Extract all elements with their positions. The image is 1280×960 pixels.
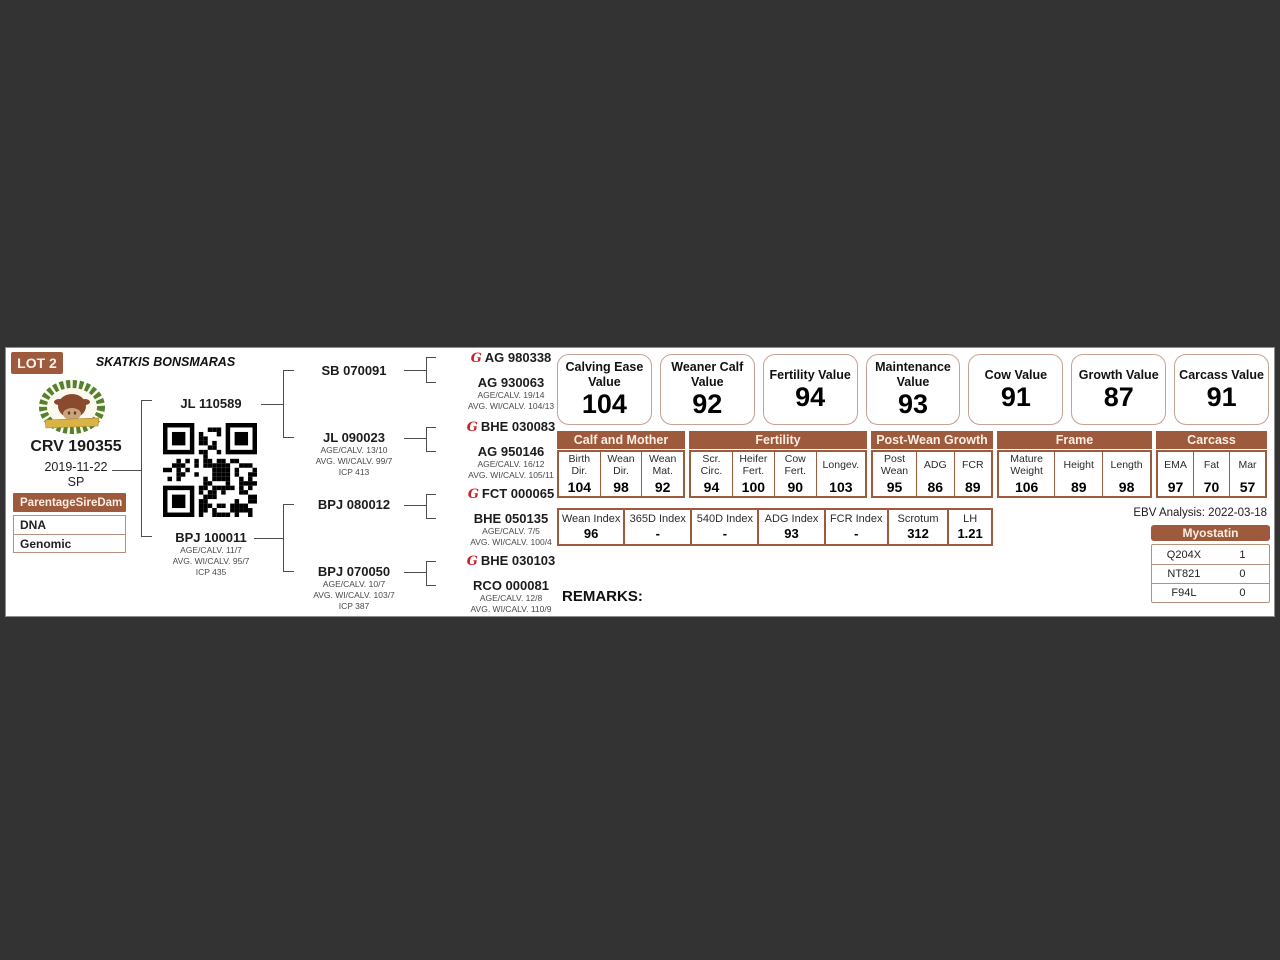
index-cell-wean: Wean Index 96 bbox=[561, 513, 621, 541]
parentage-row-dna: DNA bbox=[20, 518, 46, 532]
parentage-header-col: Dam bbox=[97, 496, 123, 509]
pedigree-node: BPJ 070050 AGE/CALV. 10/7 AVG. WI/CALV. 103/7 ICP 387 bbox=[313, 564, 395, 611]
pedigree-line bbox=[261, 404, 283, 405]
remarks-label: REMARKS: bbox=[562, 588, 643, 605]
catalog-card bbox=[5, 347, 1275, 617]
myostatin-header: Myostatin bbox=[1151, 525, 1270, 541]
index-table bbox=[557, 508, 993, 546]
ebv-section-calf-and-mother: Calf and Mother Birth Dir. 104 Wean Dir. 98 Wean Mat. 92 bbox=[557, 431, 685, 498]
pedigree-node: G BHE 030103 bbox=[466, 553, 556, 569]
pedigree-line bbox=[404, 572, 426, 573]
genotyped-icon: G bbox=[466, 554, 478, 569]
pedigree-node: AG 950146 AGE/CALV. 16/12 AVG. WI/CALV. 105/11 bbox=[468, 444, 554, 480]
pedigree-node: G AG 980338 bbox=[470, 350, 552, 366]
pedigree-line bbox=[404, 370, 426, 371]
ebv-section-fertility: Fertility Scr. Circ. 94 Heifer Fert. 100 Cow Fert. 90 Longev. 103 bbox=[689, 431, 867, 498]
myostatin-table bbox=[1151, 525, 1270, 603]
myostatin-row: Q204X 1 bbox=[1166, 548, 1246, 561]
pedigree-node-sire: JL 110589 bbox=[180, 396, 242, 411]
pedigree-node: AG 930063 AGE/CALV. 19/14 AVG. WI/CALV. 104/13 bbox=[467, 375, 555, 411]
genotyped-icon: G bbox=[470, 351, 482, 366]
myostatin-body bbox=[1151, 544, 1270, 603]
pedigree-node: JL 090023 AGE/CALV. 13/10 AVG. WI/CALV. 99/7 ICP 413 bbox=[315, 430, 393, 477]
index-cell-fcr: FCR Index - bbox=[824, 510, 887, 544]
qr-code bbox=[163, 423, 257, 517]
farm-logo bbox=[36, 378, 108, 440]
ebv-section-frame: Frame Mature Weight 106 Height 89 Length 98 bbox=[997, 431, 1152, 498]
index-cell-365d: 365D Index - bbox=[623, 510, 690, 544]
pedigree-bracket bbox=[283, 370, 294, 438]
parentage-row-genomic: Genomic bbox=[14, 534, 125, 552]
myostatin-row: F94L 0 bbox=[1152, 583, 1269, 602]
pedigree-node: BHE 050135 AGE/CALV. 7/5 AVG. WI/CALV. 100/4 bbox=[470, 511, 552, 547]
value-box-fertility: Fertility Value 94 bbox=[763, 354, 858, 425]
pedigree-bracket bbox=[141, 400, 152, 537]
value-box-maintenance: Maintenance Value 93 bbox=[866, 354, 961, 425]
value-box-weaner-calf: Weaner Calf Value 92 bbox=[660, 354, 755, 425]
pedigree-line bbox=[404, 438, 426, 439]
pedigree-node: G FCT 000065 bbox=[467, 486, 555, 502]
pedigree-line bbox=[112, 470, 141, 471]
animal-id: CRV 190355 bbox=[30, 438, 122, 455]
pedigree-bracket bbox=[426, 494, 436, 519]
pedigree-node: RCO 000081 AGE/CALV. 12/8 AVG. WI/CALV. 110/9 bbox=[470, 578, 552, 614]
value-box-carcass: Carcass Value 91 bbox=[1174, 354, 1269, 425]
index-cell-540d: 540D Index - bbox=[690, 510, 757, 544]
myostatin-row: NT821 0 bbox=[1152, 564, 1269, 583]
pedigree-bracket bbox=[426, 561, 436, 586]
index-cell-lh: LH 1.21 bbox=[947, 510, 991, 544]
parentage-body bbox=[13, 515, 126, 553]
value-box-growth: Growth Value 87 bbox=[1071, 354, 1166, 425]
ebv-analysis-date: EBV Analysis: 2022-03-18 bbox=[1133, 507, 1267, 519]
breeding-value-boxes bbox=[557, 354, 1269, 425]
animal-birthdate: 2019-11-22 bbox=[44, 460, 108, 474]
parentage-header-col: Sire bbox=[75, 496, 98, 509]
parentage-header bbox=[13, 493, 126, 512]
pedigree-node: BPJ 080012 bbox=[317, 497, 391, 512]
pedigree-node-dam: BPJ 100011 AGE/CALV. 11/7 AVG. WI/CALV. 95/7 ICP 435 bbox=[172, 530, 250, 577]
index-cell-adg: ADG Index 93 bbox=[757, 510, 823, 544]
ebv-section-post-wean-growth: Post-Wean Growth Post Wean 95 ADG 86 FCR 89 bbox=[871, 431, 993, 498]
ebv-section-carcass: Carcass EMA 97 Fat 70 Mar 57 bbox=[1156, 431, 1267, 498]
pedigree-node: SB 070091 bbox=[321, 363, 387, 378]
index-cell-scrotum: Scrotum 312 bbox=[887, 510, 947, 544]
genotyped-icon: G bbox=[466, 420, 478, 435]
farm-title: SKATKIS BONSMARAS bbox=[95, 355, 236, 369]
value-box-calving-ease: Calving Ease Value 104 bbox=[557, 354, 652, 425]
animal-status-code: SP bbox=[67, 475, 85, 489]
pedigree-bracket bbox=[426, 357, 436, 383]
parentage-header-col: Parentage bbox=[20, 496, 76, 509]
pedigree-line bbox=[404, 505, 426, 506]
lot-badge: LOT 2 bbox=[11, 352, 63, 374]
genotyped-icon: G bbox=[467, 487, 479, 502]
parentage-table bbox=[13, 493, 126, 553]
value-box-cow: Cow Value 91 bbox=[968, 354, 1063, 425]
pedigree-bracket bbox=[283, 504, 294, 572]
pedigree-line bbox=[254, 538, 283, 539]
ebv-table bbox=[557, 431, 1269, 498]
pedigree-bracket bbox=[426, 427, 436, 452]
pedigree-node: G BHE 030083 bbox=[466, 419, 556, 435]
